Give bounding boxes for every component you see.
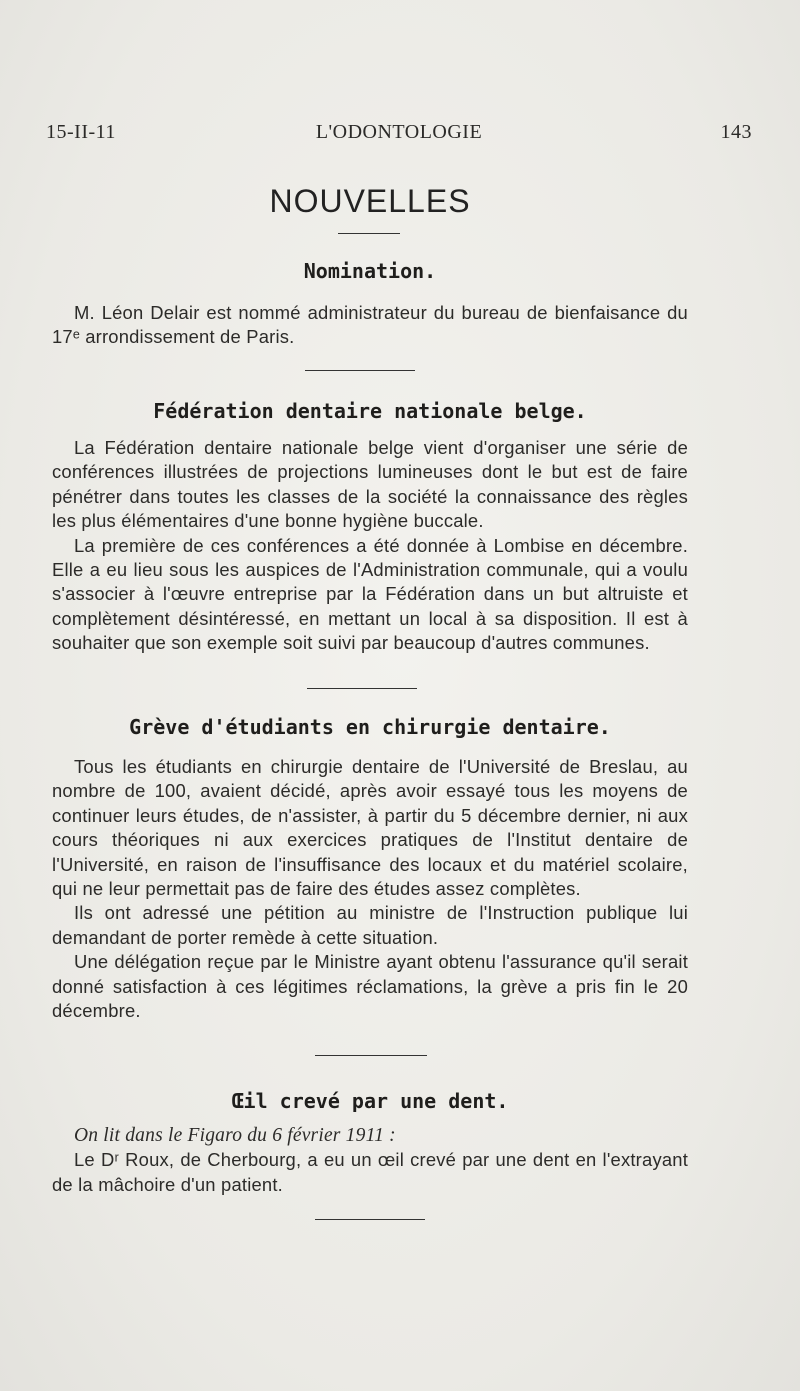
section-rule — [305, 370, 415, 371]
paragraph: La Fédération dentaire nationale belge vient d'organiser une série de conférences illustrées de projections lumineuses dont le but est de faire pénétrer dans toutes les classes de la société la connaissance des règles les plus élémentaires d'une bonne hygiène buccale. — [52, 437, 688, 532]
paragraph: Ils ont adressé une pétition au ministre de l'Instruction publique lui demandant de porter remède à cette situation. — [52, 902, 688, 948]
section-body-greve — [52, 755, 688, 1023]
section-heading-nomination: Nomination. — [303, 259, 437, 283]
section-heading-oeil: Œil crevé par une dent. — [231, 1089, 509, 1113]
section-rule — [315, 1219, 425, 1220]
paragraph: Tous les étudiants en chirurgie dentaire de l'Université de Breslau, au nombre de 100, avaient décidé, après avoir essayé tous les moyens de continuer leurs études, de n'assister, à partir du 5 décembre dernier, ni aux cours théoriques ni aux exercices pratiques de l'Institut dentaire de l'Université, en raison de l'insuffisance des locaux et du matériel scolaire, qui ne leur permettait pas de faire des études assez complètes. — [52, 756, 688, 900]
section-heading-federation: Fédération dentaire nationale belge. — [153, 399, 587, 423]
section-rule — [307, 688, 417, 689]
page-title: NOUVELLES — [269, 183, 471, 219]
paragraph: Une délégation reçue par le Ministre ayant obtenu l'assurance qu'il serait donné satisfaction à ces légitimes réclamations, la grève a pris fin le 20 décembre. — [52, 951, 688, 1022]
title-rule — [338, 233, 400, 234]
header-journal-title: L'ODONTOLOGIE — [315, 121, 483, 143]
section-body-nomination — [52, 301, 688, 350]
paragraph: Le Dʳ Roux, de Cherbourg, a eu un œil crevé par une dent en l'extrayant de la mâchoire d'un patient. — [52, 1149, 688, 1195]
paragraph: M. Léon Delair est nommé administrateur du bureau de bienfaisance du 17ᵉ arrondissement de Paris. — [52, 302, 688, 348]
paragraph: La première de ces conférences a été donnée à Lombise en décembre. Elle a eu lieu sous les auspices de l'Administration communale, qui a voulu s'associer à l'œuvre entreprise par la Fédération dans un but altruiste et complètement désintéressé, en mettant un local à sa disposition. Il est à souhaiter que son exemple soit suivi par beaucoup d'autres communes. — [52, 534, 688, 654]
paragraph-citation: On lit dans le Figaro du 6 février 1911 : — [74, 1125, 396, 1146]
running-header — [46, 121, 752, 145]
header-page-number: 143 — [720, 121, 752, 143]
header-date: 15-II-11 — [46, 121, 116, 143]
section-rule — [315, 1055, 427, 1056]
section-body-federation — [52, 436, 688, 656]
section-body-oeil — [52, 1124, 688, 1197]
section-heading-greve: Grève d'étudiants en chirurgie dentaire. — [129, 715, 611, 739]
